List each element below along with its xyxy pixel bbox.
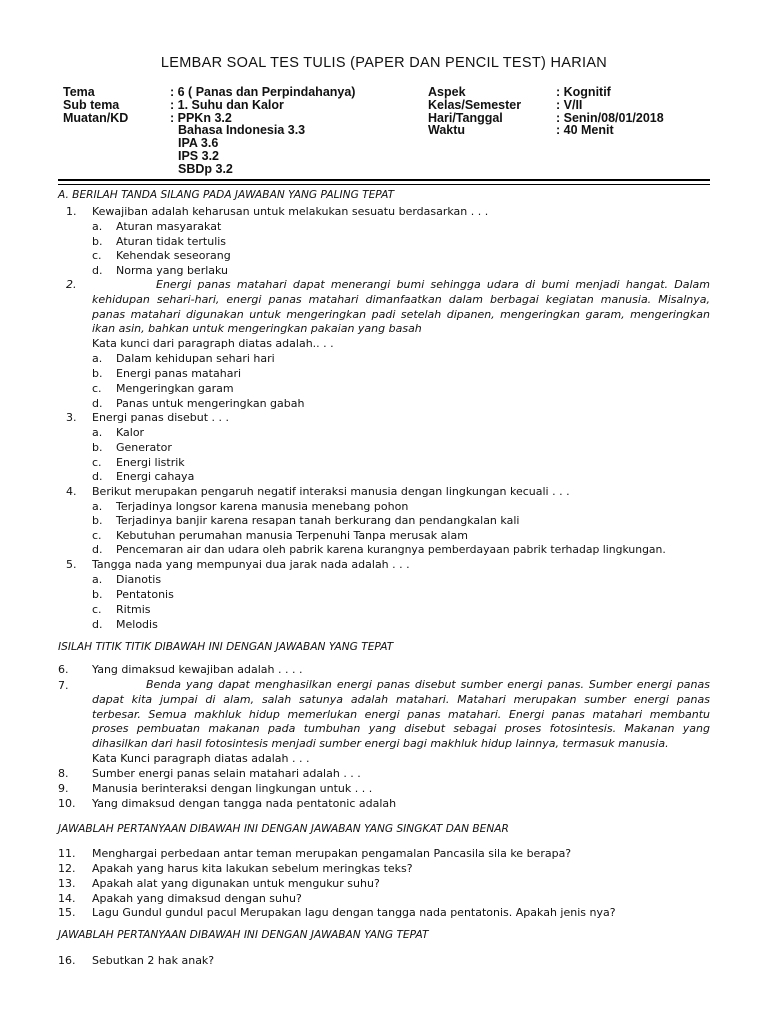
question-number: 1. <box>66 205 77 218</box>
option-text: Energi cahaya <box>116 470 195 483</box>
option-letter: c. <box>92 603 102 616</box>
option-text: Panas untuk mengeringkan gabah <box>116 397 305 410</box>
question-text: Menghargai perbedaan antar teman merupakan pengamalan Pancasila sila ke berapa? <box>92 847 572 860</box>
paragraph-line: dapat kita jumpai di alam, salah satunya adalah matahari. Matahari merupakan sumber energi panas <box>92 692 710 706</box>
option-text: Dalam kehidupan sehari hari <box>116 352 275 365</box>
option-letter: a. <box>92 220 103 233</box>
option-letter: d. <box>92 264 103 277</box>
option-text: Pencemaran air dan udara oleh pabrik karena kurangnya pemberdayaan pabrik terhadap lingkungan. <box>116 543 666 556</box>
question-text: Apakah yang dimaksud dengan suhu? <box>92 892 302 905</box>
value-muatan: : PPKn 3.2 <box>170 110 232 125</box>
page-title: LEMBAR SOAL TES TULIS (PAPER DAN PENCIL TEST) HARIAN <box>160 55 608 71</box>
label-aspek: Aspek <box>428 85 466 99</box>
paragraph-line: Benda yang dapat menghasilkan energi panas disebut sumber energi panas. Sumber energi panas <box>146 678 710 691</box>
question-number: 6. <box>58 663 69 676</box>
question-text: Manusia berinteraksi dengan lingkungan untuk . . . <box>92 782 373 795</box>
divider-bottom <box>58 184 710 185</box>
option-letter: b. <box>92 514 103 527</box>
question-number: 5. <box>66 558 77 571</box>
question-text: Apakah alat yang digunakan untuk mengukur suhu? <box>92 877 380 890</box>
option-letter: c. <box>92 456 102 469</box>
option-letter: a. <box>92 352 103 365</box>
option-letter: a. <box>92 426 103 439</box>
label-hari: Hari/Tanggal <box>428 110 503 125</box>
section-c-heading: JAWABLAH PERTANYAAN DIBAWAH INI DENGAN JAWABAN YANG SINGKAT DAN BENAR <box>58 823 509 835</box>
paragraph-line: panas matahari digunakan untuk mengeringkan padi setelah dipanen, mengeringkan garam, mengeringkan <box>92 307 710 321</box>
option-text: Energi panas matahari <box>116 367 242 380</box>
question-text: Tangga nada yang mempunyai dua jarak nada adalah . . . <box>92 558 410 571</box>
option-letter: b. <box>92 235 103 248</box>
paragraph-line: kehidupan sehari-hari, energi panas matahari dimanfaatkan dalam berbagai kegiatan manusia. Misalnya, <box>92 292 710 306</box>
option-letter: c. <box>92 249 102 262</box>
option-text: Kehendak seseorang <box>116 249 231 262</box>
option-text: Kalor <box>116 426 145 439</box>
value-hari: : Senin/08/01/2018 <box>556 110 664 125</box>
question-text: Lagu Gundul gundul pacul Merupakan lagu dengan tangga nada pentatonis. Apakah jenis nya? <box>92 906 616 919</box>
option-letter: c. <box>92 529 102 542</box>
option-text: Aturan masyarakat <box>116 220 222 233</box>
question-text: Sumber energi panas selain matahari adalah . . . <box>92 767 361 780</box>
option-text: Mengeringkan garam <box>116 382 234 395</box>
question-number: 12. <box>58 862 76 875</box>
header-left-values <box>170 86 355 176</box>
value-tema: : 6 ( Panas dan Perpindahanya) <box>170 85 356 99</box>
label-waktu: Waktu <box>428 123 466 138</box>
option-text: Melodis <box>116 618 158 631</box>
question-text: Yang dimaksud dengan tangga nada pentatonic adalah <box>92 797 397 810</box>
header-left-labels <box>63 86 128 124</box>
question-number: 13. <box>58 877 76 890</box>
option-letter: b. <box>92 441 103 454</box>
question-number: 16. <box>58 954 76 967</box>
option-letter: b. <box>92 588 103 601</box>
paragraph-line: ikan asin, bahkan untuk mengeringkan pakaian yang basah <box>92 322 422 336</box>
question-number: 9. <box>58 782 69 795</box>
option-letter: d. <box>92 618 103 631</box>
option-text: Energi listrik <box>116 456 185 469</box>
option-text: Pentatonis <box>116 588 174 601</box>
question-prompt: Kata kunci dari paragraph diatas adalah.. . . <box>92 337 334 350</box>
option-letter: d. <box>92 470 103 483</box>
option-text: Terjadinya longsor karena manusia menebang pohon <box>116 500 409 513</box>
value-kd-bindo: Bahasa Indonesia 3.3 <box>178 123 306 138</box>
value-waktu: : 40 Menit <box>556 123 614 138</box>
label-muatan: Muatan/KD <box>63 110 129 125</box>
question-text: Energi panas disebut . . . <box>92 411 230 424</box>
section-a-heading: A. BERILAH TANDA SILANG PADA JAWABAN YANG PALING TEPAT <box>58 189 395 201</box>
question-number: 3. <box>66 411 77 424</box>
question-number: 2. <box>66 278 77 291</box>
option-letter: b. <box>92 367 103 380</box>
question-number: 11. <box>58 847 76 860</box>
label-kelas: Kelas/Semester <box>428 97 522 112</box>
value-subtema: : 1. Suhu dan Kalor <box>170 97 284 112</box>
question-number: 7. <box>58 679 69 692</box>
value-aspek: : Kognitif <box>556 85 611 99</box>
question-paragraph <box>92 278 710 337</box>
label-subtema: Sub tema <box>63 97 120 112</box>
question-number: 4. <box>66 485 77 498</box>
paragraph-line: proses pembuatan makanan pada tumbuhan yang disebut sebagai proses fotosintesis. Makanan yang <box>92 722 710 736</box>
paragraph-line: terbesar. Semua makhluk hidup memerlukan energi panas matahari. Energi panas matahari membantu <box>92 707 710 721</box>
option-text: Aturan tidak tertulis <box>116 235 227 248</box>
question-number: 8. <box>58 767 69 780</box>
question-text: Yang dimaksud kewajiban adalah . . . . <box>92 663 303 676</box>
option-text: Dianotis <box>116 573 162 586</box>
option-letter: a. <box>92 573 103 586</box>
question-text: Apakah yang harus kita lakukan sebelum meringkas teks? <box>92 862 413 875</box>
question-text: Kewajiban adalah keharusan untuk melakukan sesuatu berdasarkan . . . <box>92 205 489 218</box>
paragraph-line: dihasilkan dari hasil fotosintesis menjadi sumber energi bagi makhluk hidup lainnya, termasuk manusia. <box>92 737 669 751</box>
header-right-values <box>556 86 664 137</box>
section-d-heading: JAWABLAH PERTANYAAN DIBAWAH INI DENGAN JAWABAN YANG TEPAT <box>58 929 429 941</box>
value-kelas: : V/II <box>556 97 583 112</box>
question-number: 15. <box>58 906 76 919</box>
value-kd-sbdp: SBDp 3.2 <box>178 161 233 176</box>
question-text: Berikut merupakan pengaruh negatif interaksi manusia dengan lingkungan kecuali . . . <box>92 485 570 498</box>
question-number: 10. <box>58 797 76 810</box>
option-text: Norma yang berlaku <box>116 264 229 277</box>
header-right-labels <box>428 86 521 137</box>
question-paragraph <box>92 678 710 752</box>
option-letter: d. <box>92 397 103 410</box>
option-text: Generator <box>116 441 172 454</box>
value-kd-ipa: IPA 3.6 <box>178 136 219 151</box>
option-text: Terjadinya banjir karena resapan tanah berkurang dan pendangkalan kali <box>116 514 520 527</box>
label-tema: Tema <box>63 85 95 99</box>
divider-top <box>58 179 710 181</box>
option-text: Kebutuhan perumahan manusia Terpenuhi Tanpa merusak alam <box>116 529 468 542</box>
value-kd-ips: IPS 3.2 <box>178 148 219 163</box>
option-text: Ritmis <box>116 603 151 616</box>
paragraph-line: Energi panas matahari dapat menerangi bumi sehingga udara di bumi menjadi hangat. Dalam <box>156 278 710 291</box>
option-letter: c. <box>92 382 102 395</box>
section-b-heading: ISILAH TITIK TITIK DIBAWAH INI DENGAN JAWABAN YANG TEPAT <box>58 641 394 653</box>
question-text: Sebutkan 2 hak anak? <box>92 954 215 967</box>
question-number: 14. <box>58 892 76 905</box>
option-letter: d. <box>92 543 103 556</box>
question-prompt: Kata Kunci paragraph diatas adalah . . . <box>92 752 310 765</box>
option-letter: a. <box>92 500 103 513</box>
